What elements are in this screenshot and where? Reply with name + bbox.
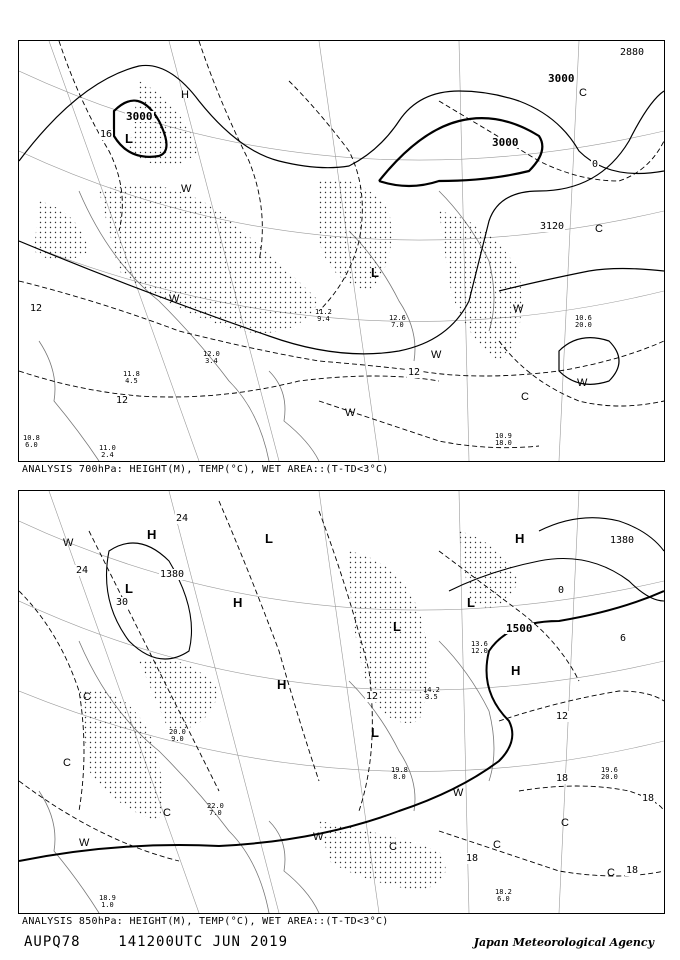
low-center-850-1: L — [125, 581, 133, 596]
warm-marker-1: W — [181, 183, 192, 195]
map-panel-700hpa — [18, 40, 665, 462]
high-center-850-3: H — [277, 677, 287, 692]
high-center-850-4: H — [515, 531, 525, 546]
low-center-850-2: L — [265, 531, 273, 546]
valid-time: 141200UTC JUN 2019 — [118, 934, 289, 950]
low-center-850-4: L — [467, 595, 475, 610]
temp-label-0: 0 — [592, 159, 599, 170]
low-center-700-east: L — [371, 265, 379, 280]
high-center-850-5: H — [511, 663, 521, 678]
map-panel-850hpa — [18, 490, 665, 914]
temp-label-12-center: 12 — [408, 367, 421, 378]
wet-areas-700 — [34, 81, 522, 361]
warm-marker-6: W — [577, 377, 588, 389]
temp-label-18-d: 18 — [626, 865, 639, 876]
cold-marker-850-6: C — [607, 867, 615, 879]
station-obs-1: 10.6 20.0 — [575, 314, 592, 329]
temp-label-30: 30 — [116, 597, 129, 608]
temp-label-24-a: 24 — [176, 513, 189, 524]
temp-label-16: 16 — [100, 129, 113, 140]
temp-label-12-west: 12 — [30, 303, 43, 314]
height-label-3000-east: 3000 — [492, 136, 519, 149]
height-label-1380-east: 1380 — [610, 535, 635, 546]
map-850-graphics — [19, 491, 664, 913]
temp-label-18-c: 18 — [466, 853, 479, 864]
temp-label-18-a: 18 — [556, 773, 569, 784]
warm-marker-3: W — [513, 303, 524, 315]
agency-name: Japan Meteorological Agency — [473, 936, 654, 949]
station-obs-2: 10.9 18.0 — [495, 432, 512, 447]
cold-marker-1: C — [579, 87, 587, 99]
station-obs-850-4: 18.9 1.0 — [99, 894, 116, 909]
high-center-850-2: H — [233, 595, 243, 610]
temp-label-6: 6 — [620, 633, 627, 644]
warm-marker-4: W — [345, 407, 356, 419]
temp-label-12: 12 — [556, 711, 569, 722]
cold-marker-3: C — [521, 391, 529, 403]
station-obs-850-3: 22.0 7.0 — [207, 802, 224, 817]
cold-marker-850-3: C — [389, 841, 397, 853]
warm-marker-850-3: W — [79, 837, 90, 849]
station-obs-6: 10.8 6.0 — [23, 434, 40, 449]
height-label-1500: 1500 — [506, 622, 533, 635]
low-center-850-5: L — [371, 725, 379, 740]
cold-marker-850-5: C — [561, 817, 569, 829]
low-center-850-3: L — [393, 619, 401, 634]
warm-marker-850-2: W — [313, 831, 324, 843]
temp-label-12-b: 12 — [366, 691, 379, 702]
station-obs-850-8: 13.6 12.0 — [471, 640, 488, 655]
high-center-850-1: H — [147, 527, 157, 542]
warm-marker-2: W — [169, 293, 180, 305]
chart-id: AUPQ78 — [24, 934, 81, 950]
warm-marker-850-1: W — [63, 537, 74, 549]
caption-700hpa: ANALYSIS 700hPa: HEIGHT(M), TEMP(°C), WET AREA::(T-TD<3°C) — [22, 464, 389, 475]
station-obs-8: 12.0 3.4 — [203, 350, 220, 365]
warm-marker-850-4: W — [453, 787, 464, 799]
cold-marker-850-2: C — [163, 807, 171, 819]
station-obs-850-7: 19.8 8.0 — [391, 766, 408, 781]
cold-marker-850-7: C — [63, 757, 71, 769]
high-center-700: H — [181, 89, 189, 101]
chart-footer-id — [24, 934, 288, 950]
temp-label-24-b: 24 — [76, 565, 89, 576]
temp-label-12-sw: 12 — [116, 395, 129, 406]
station-obs-850-5: 14.2 3.5 — [423, 686, 440, 701]
station-obs-3: 12.6 7.0 — [389, 314, 406, 329]
cold-marker-2: C — [595, 223, 603, 235]
warm-marker-5: W — [431, 349, 442, 361]
height-label-3000-west: 3000 — [126, 110, 153, 123]
station-obs-850-2: 18.2 6.0 — [495, 888, 512, 903]
height-label-1380-west: 1380 — [160, 569, 185, 580]
caption-850hpa: ANALYSIS 850hPa: HEIGHT(M), TEMP(°C), WET AREA::(T-TD<3°C) — [22, 916, 389, 927]
station-obs-5: 11.8 4.5 — [123, 370, 140, 385]
height-label-2880: 2880 — [620, 47, 645, 58]
temp-label-0: 0 — [558, 585, 565, 596]
station-obs-7: 11.0 2.4 — [99, 444, 116, 459]
station-obs-850-1: 19.6 20.0 — [601, 766, 618, 781]
station-obs-4: 11.2 9.4 — [315, 308, 332, 323]
low-center-700-west: L — [125, 131, 133, 146]
temp-label-18-b: 18 — [642, 793, 655, 804]
station-obs-850-6: 20.0 9.0 — [169, 728, 186, 743]
height-label-3000-ne: 3000 — [548, 72, 575, 85]
cold-marker-850-4: C — [493, 839, 501, 851]
cold-marker-850-1: C — [83, 691, 91, 703]
height-label-3120: 3120 — [540, 221, 565, 232]
